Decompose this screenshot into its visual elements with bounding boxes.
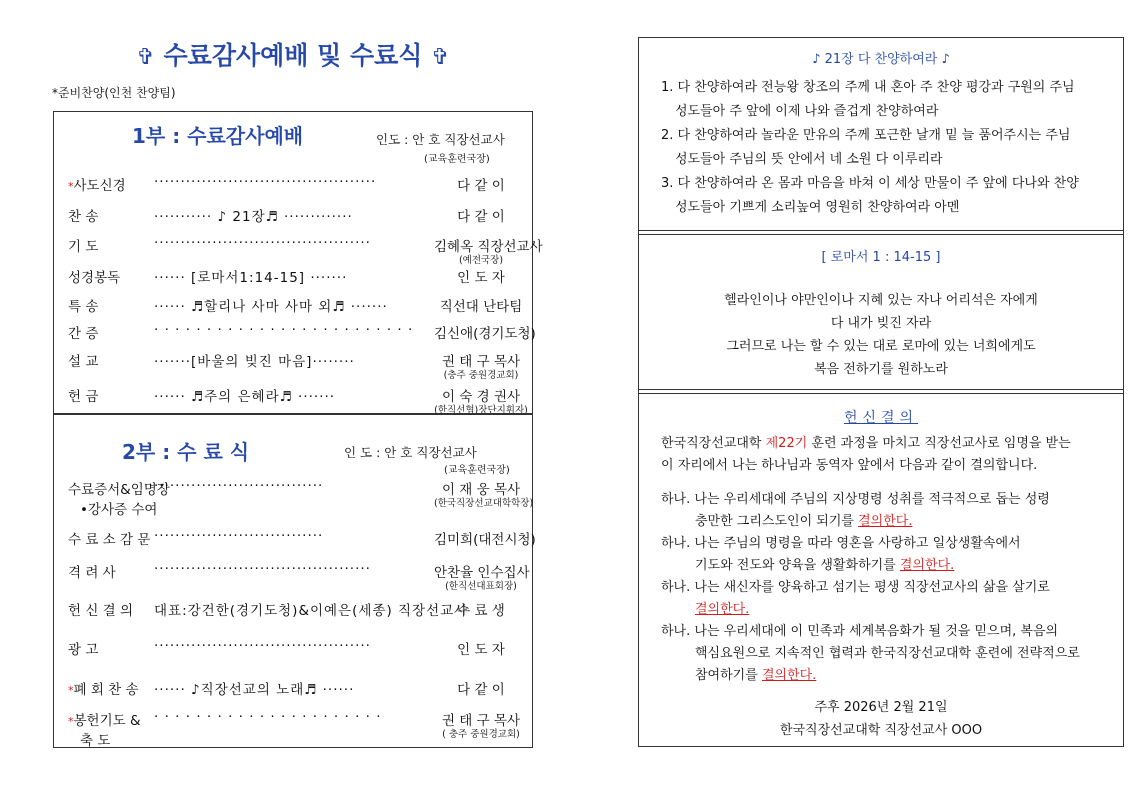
signature-block bbox=[639, 696, 1123, 742]
resolution-line: 하나. 나는 새신자를 양육하고 섬기는 평생 직장선교사의 삶을 살기로 bbox=[661, 580, 1050, 595]
row-person-sub: (충주 중원경교회) bbox=[443, 370, 519, 381]
program-row bbox=[54, 203, 532, 227]
divider bbox=[639, 389, 1123, 394]
scripture-line: 복음 전하기를 원하노라 bbox=[814, 362, 948, 377]
hymn-line: 2. 다 찬양하여라 놀라운 만유의 주께 포근한 날개 밑 늘 품어주시는 주님 bbox=[661, 128, 1071, 143]
row-person: 수 료 생 bbox=[457, 603, 505, 619]
label-text: 설 교 bbox=[68, 354, 99, 370]
row-person: 직선대 난타팀 bbox=[439, 299, 523, 315]
row-detail: ·······[바울의 빚진 마음]········ bbox=[154, 354, 355, 370]
label-text: 수료증서&임명장 bbox=[68, 482, 170, 498]
label-text: 헌 금 bbox=[68, 389, 99, 405]
row-detail: · · · · · · · · · · · · · · · · · · · · · · · · · bbox=[154, 322, 414, 338]
label-text: 사도신경 bbox=[73, 178, 126, 194]
row-detail: ········································· bbox=[154, 235, 371, 251]
row-detail: ································ bbox=[154, 528, 324, 544]
resolve-text: 결의한다. bbox=[695, 602, 750, 617]
row-label bbox=[68, 350, 98, 370]
row-person: 권 태 구 목사 bbox=[441, 354, 521, 370]
row-detail: ······ ♪직장선교의 노래♬ ······ bbox=[154, 682, 355, 698]
row-person: 김신애(경기도청) bbox=[434, 326, 536, 342]
program-row bbox=[54, 597, 532, 621]
part2-box bbox=[53, 413, 536, 749]
row-label-2: 축 도 bbox=[80, 733, 111, 749]
program-row bbox=[54, 233, 543, 266]
part2-leader: 인 도 : 안 호 직장선교사 bbox=[344, 445, 477, 460]
row-label bbox=[68, 205, 98, 225]
intro-text: 훈련 과정을 마치고 직장선교사로 임명을 받는 bbox=[807, 436, 1071, 451]
program-row bbox=[54, 383, 532, 416]
hymn-line: 성도들아 주 앞에 이제 나와 즐겁게 찬양하여라 bbox=[675, 104, 939, 119]
row-person: 이 재 웅 목사 bbox=[441, 482, 521, 498]
star-mark: * bbox=[68, 180, 74, 193]
row-detail: ······ ♬할리나 사마 사마 외♬ ······· bbox=[154, 299, 388, 315]
resolution-title: 헌신결의 bbox=[843, 410, 919, 426]
row-person: 권 태 구 목사 bbox=[441, 713, 521, 729]
resolution-items bbox=[661, 489, 1111, 687]
cross-icon: ✞ bbox=[431, 45, 450, 70]
resolution-line: 하나. 나는 주님의 명령을 따라 영혼을 사랑하고 일상생활속에서 bbox=[661, 536, 1021, 551]
program-row bbox=[54, 320, 536, 344]
row-label bbox=[68, 174, 126, 194]
row-label bbox=[68, 709, 140, 729]
hymn-header: ♪ 21장 다 찬양하여라 ♪ bbox=[812, 52, 950, 67]
row-detail: 대표:강건한(경기도청)&이예은(세종) 직장선교사 bbox=[154, 603, 469, 619]
label-text: 찬 송 bbox=[68, 209, 99, 225]
resolution-line: 참여하기를 bbox=[695, 668, 762, 683]
hymn-lyrics bbox=[661, 76, 1111, 220]
row-label bbox=[68, 235, 98, 255]
scripture-line: 헬라인이나 야만인이나 지혜 있는 자나 어리석은 자에게 bbox=[724, 293, 1038, 308]
row-person-sub: (예전국장) bbox=[458, 255, 504, 266]
row-person: 다 같 이 bbox=[457, 682, 505, 698]
row-detail: ·········································· bbox=[154, 174, 377, 190]
row-detail: · · · · · · · · · · · · · · · · · · · · · · bbox=[154, 709, 382, 725]
row-label bbox=[68, 638, 98, 658]
row-detail: ······ ♬주의 은혜라♬ ······· bbox=[154, 389, 336, 405]
row-label-2: •강사증 수여 bbox=[80, 502, 158, 518]
intro-text: 한국직장선교대학 bbox=[661, 436, 766, 451]
part2-leader-sub: (교육훈련국장) bbox=[444, 465, 510, 476]
hymn-line: 성도들아 주님의 뜻 안에서 네 소원 다 이루리라 bbox=[675, 152, 943, 167]
star-mark: * bbox=[68, 715, 74, 728]
row-detail: ··········· ♪ 21장♬ ············· bbox=[154, 209, 353, 225]
title-text: 수료감사예배 및 수료식 bbox=[163, 41, 423, 70]
row-detail: ······ [로마서1:14-15] ······· bbox=[154, 270, 348, 286]
part2-title: 2부 : 수 료 식 bbox=[122, 440, 250, 464]
scripture-header: [ 로마서 1 : 14-15 ] bbox=[821, 250, 941, 265]
row-person: 다 같 이 bbox=[457, 209, 505, 225]
row-label bbox=[68, 528, 150, 548]
signer-text: 한국직장선교대학 직장선교사 OOO bbox=[779, 723, 983, 738]
divider bbox=[639, 230, 1123, 235]
resolution-line: 하나. 나는 우리세대에 이 민족과 세계복음화가 될 것을 믿으며, 복음의 bbox=[661, 624, 1059, 639]
row-label bbox=[68, 385, 98, 405]
label-text: 간 증 bbox=[68, 326, 99, 342]
label-text: 격 려 사 bbox=[68, 565, 116, 581]
scripture-line: 그러므로 나는 할 수 있는 대로 로마에 있는 너희에게도 bbox=[726, 339, 1036, 354]
row-label bbox=[68, 599, 133, 619]
label-text: 수 료 소 감 문 bbox=[68, 532, 151, 548]
program-row bbox=[54, 293, 532, 317]
resolution-line: 하나. 나는 우리세대에 주님의 지상명령 성취를 적극적으로 돕는 성령 bbox=[661, 492, 1050, 507]
row-person: 김미희(대전시청) bbox=[434, 532, 536, 548]
program-row bbox=[54, 526, 536, 550]
row-label bbox=[68, 266, 120, 286]
row-person-sub: ( 충주 중원경교회) bbox=[442, 729, 520, 740]
program-row bbox=[54, 264, 532, 288]
label-text: 폐 회 찬 송 bbox=[73, 682, 139, 698]
row-person: 다 같 이 bbox=[457, 178, 505, 194]
resolve-text: 결의한다. bbox=[761, 668, 817, 683]
part1-title: 1부 : 수료감사예배 bbox=[132, 124, 304, 148]
program-row bbox=[54, 559, 532, 592]
hymn-line: 3. 다 찬양하여라 온 몸과 마음을 바쳐 이 세상 만물이 주 앞에 다나와 찬양 bbox=[661, 176, 1079, 191]
program-row bbox=[54, 172, 532, 196]
resolution-intro bbox=[661, 433, 1111, 477]
part1-leader: 인도 : 안 호 직장선교사 bbox=[376, 132, 505, 147]
row-label bbox=[68, 561, 116, 581]
row-label bbox=[68, 295, 98, 315]
row-label bbox=[68, 678, 139, 698]
scripture-text bbox=[639, 289, 1123, 381]
row-person: 인 도 자 bbox=[457, 270, 505, 286]
scripture-line: 다 내가 빚진 자라 bbox=[830, 316, 932, 331]
resolve-text: 결의한다. bbox=[899, 558, 955, 573]
date-text: 주후 2026년 2월 21일 bbox=[814, 700, 948, 715]
program-row bbox=[54, 676, 532, 700]
star-mark: * bbox=[68, 684, 74, 697]
cross-icon: ✞ bbox=[136, 45, 155, 70]
right-panel bbox=[638, 37, 1124, 747]
label-text: 기 도 bbox=[68, 239, 99, 255]
page-title bbox=[55, 36, 531, 72]
label-text: 봉헌기도 & bbox=[73, 713, 141, 729]
row-detail: ········································· bbox=[154, 561, 371, 577]
resolution-line: 충만한 그리스도인이 되기를 bbox=[695, 514, 859, 529]
row-detail: ································ bbox=[154, 478, 324, 494]
hymn-line: 1. 다 찬양하여라 전능왕 창조의 주께 내 혼아 주 찬양 평강과 구원의 주님 bbox=[661, 80, 1075, 95]
label-text: 특 송 bbox=[68, 299, 99, 315]
hymn-line: 성도들아 기쁘게 소리높여 영원히 찬양하여라 아멘 bbox=[675, 200, 960, 215]
resolution-line: 기도와 전도와 양육을 생활화하기를 bbox=[695, 558, 900, 573]
part1-box bbox=[53, 111, 543, 416]
row-person: 인 도 자 bbox=[457, 642, 505, 658]
program-row bbox=[54, 636, 532, 660]
program-row bbox=[54, 707, 532, 749]
prep-note: *준비찬양(인천 찬양팀) bbox=[52, 86, 176, 100]
program-row bbox=[54, 476, 534, 518]
row-person-sub: (한직선대표회장) bbox=[445, 581, 517, 592]
part1-leader-sub: (교육훈련국장) bbox=[424, 154, 490, 165]
label-text: 헌 신 결 의 bbox=[68, 603, 134, 619]
cohort-number: 제22기 bbox=[765, 436, 808, 451]
resolve-text: 결의한다. bbox=[858, 514, 913, 529]
row-person: 김혜옥 직장선교사 bbox=[434, 239, 543, 255]
row-person-sub: (한국직장선교대학학장) bbox=[434, 498, 534, 509]
row-label bbox=[68, 322, 98, 342]
program-row bbox=[54, 348, 532, 381]
row-person: 안찬율 인수집사 bbox=[434, 565, 530, 581]
label-text: 광 고 bbox=[68, 642, 99, 658]
row-detail: ········································· bbox=[154, 638, 371, 654]
intro-text: 이 자리에서 나는 하나님과 동역자 앞에서 다음과 같이 결의합니다. bbox=[661, 458, 1038, 473]
resolution-line: 핵심요원으로 지속적인 협력과 한국직장선교대학 훈련에 전략적으로 bbox=[695, 646, 1080, 661]
row-person-sub: (한직선협)장단지휘자) bbox=[434, 405, 528, 416]
label-text: 성경봉독 bbox=[68, 270, 121, 286]
row-person: 이 숙 경 권사 bbox=[441, 389, 521, 405]
